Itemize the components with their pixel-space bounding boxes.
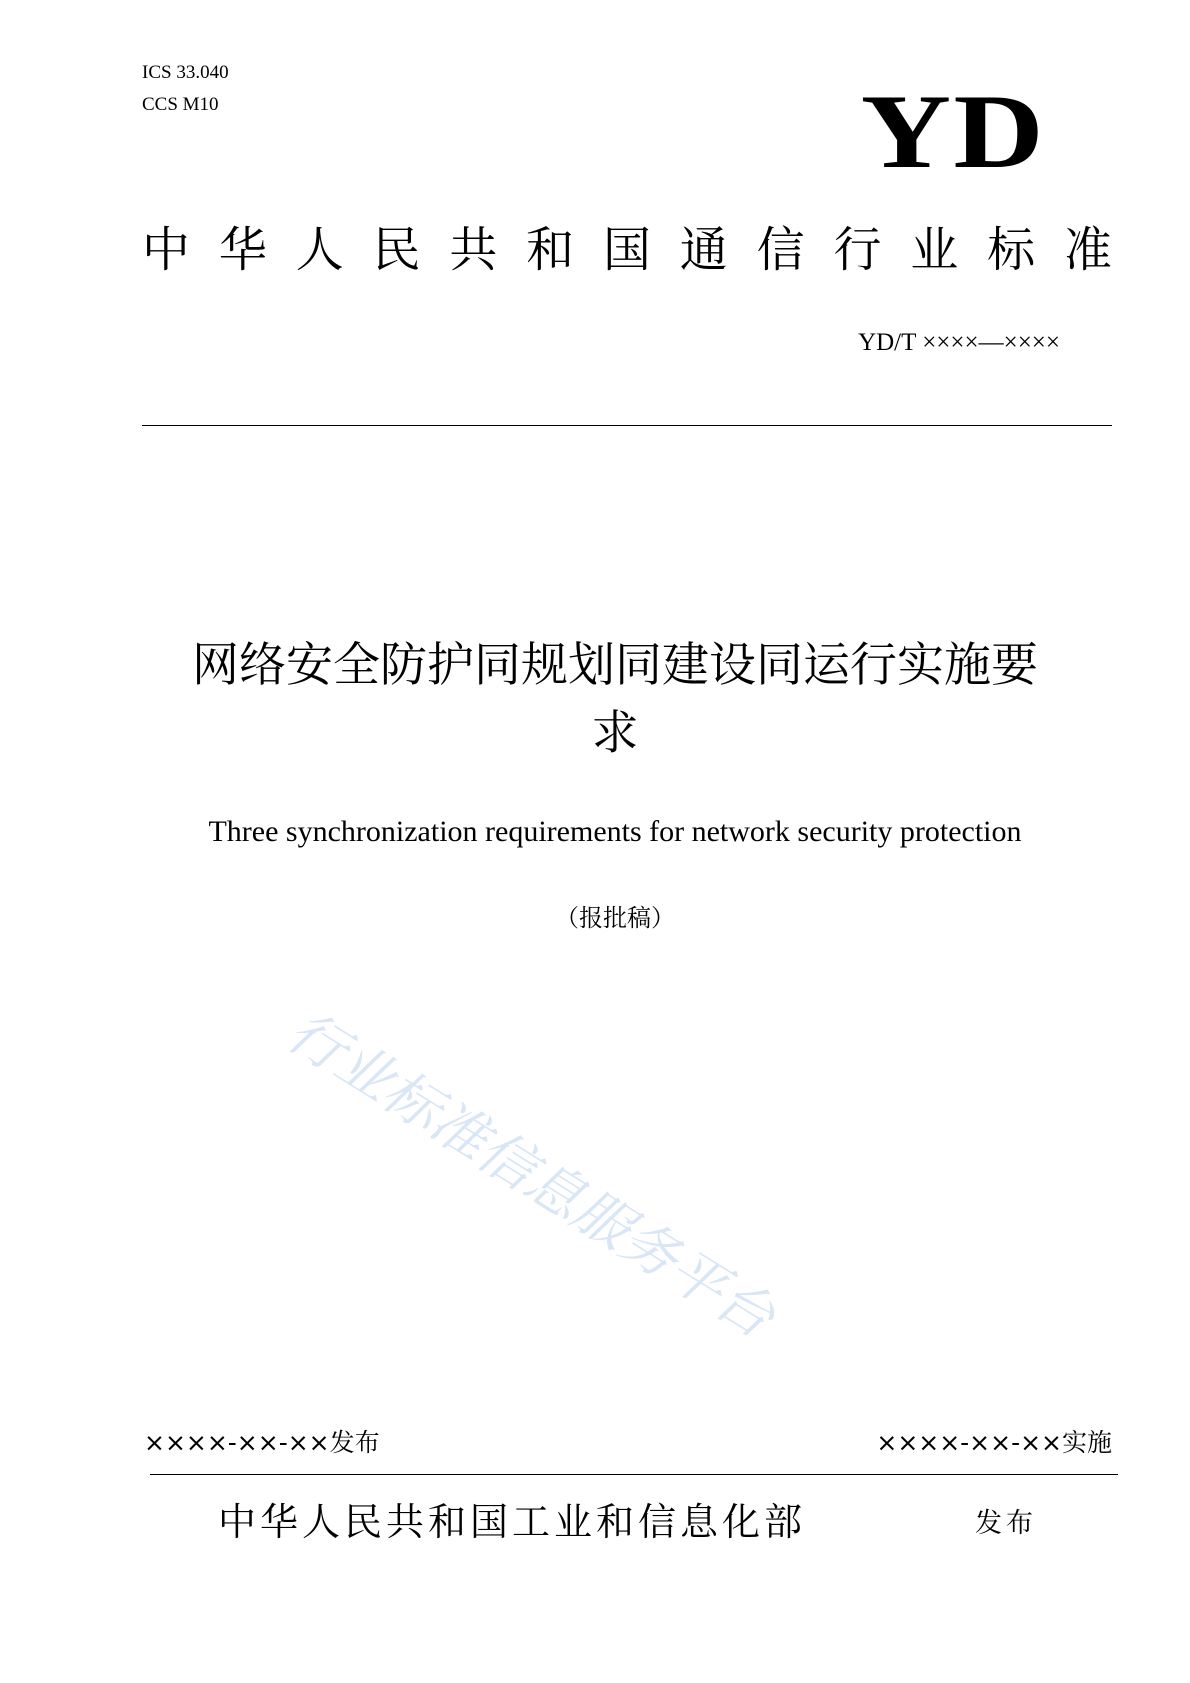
standard-category-char: 华	[218, 222, 267, 278]
standard-category-char: 和	[526, 222, 575, 278]
issue-date: ××××-××-××发布	[144, 1428, 380, 1457]
footer-divider	[150, 1474, 1118, 1475]
draft-status: （报批稿）	[555, 904, 675, 932]
standard-category-char: 共	[449, 222, 498, 278]
standard-category-char: 通	[679, 222, 728, 278]
standard-number: YD/T ××××—××××	[858, 329, 1060, 356]
document-title	[120, 632, 1110, 768]
english-title: Three synchronization requirements for network security protection	[208, 815, 1022, 848]
implementation-date: ××××-××-××实施	[876, 1428, 1112, 1457]
yd-logo: YD	[860, 73, 1046, 190]
ccs-code: CCS M10	[142, 94, 219, 115]
standard-category-char: 信	[756, 222, 805, 278]
header-divider	[142, 425, 1112, 426]
standard-category-char: 标	[987, 222, 1036, 278]
standard-category-char: 国	[602, 222, 651, 278]
standard-category-char: 中	[142, 222, 191, 278]
document-title-line-2: 求	[591, 706, 639, 761]
ics-code: ICS 33.040	[142, 62, 229, 83]
standard-category-char: 人	[295, 222, 344, 278]
publisher-name: 中华人民共和国工业和信息化部	[218, 1500, 807, 1544]
standard-category-title	[142, 222, 1112, 278]
standard-category-char: 民	[372, 222, 421, 278]
publish-suffix: 发布	[975, 1508, 1037, 1539]
standard-category-char: 业	[910, 222, 959, 278]
watermark: 行业标准信息服务平台	[276, 999, 786, 1352]
standard-category-char: 准	[1063, 222, 1112, 278]
standard-category-char: 行	[833, 222, 882, 278]
document-title-line-1: 网络安全防护同规划同建设同运行实施要	[192, 638, 1038, 693]
